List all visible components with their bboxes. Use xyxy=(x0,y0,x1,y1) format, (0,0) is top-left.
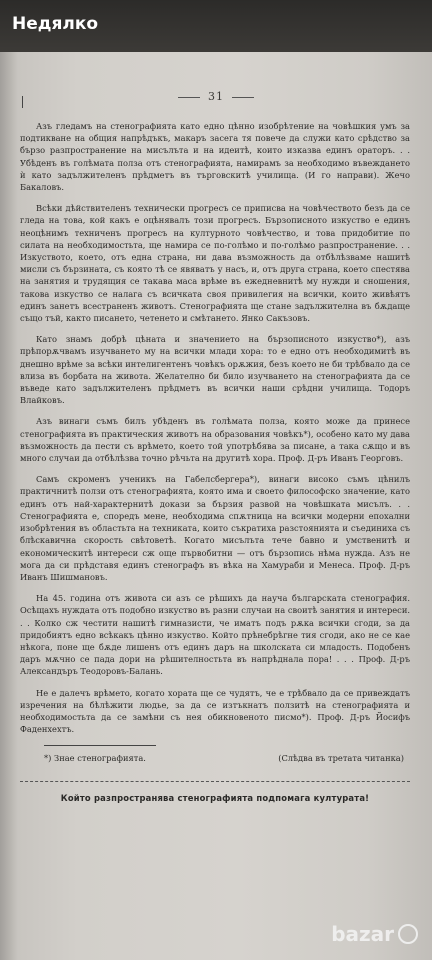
footnote: *) Знае стенографията. xyxy=(44,753,146,764)
page-content xyxy=(20,120,410,804)
app-header xyxy=(0,0,432,52)
slogan-divider xyxy=(20,781,410,782)
slogan: Който разпространява стенографията подпомага културата! xyxy=(60,792,370,803)
watermark-text: bazar xyxy=(331,922,394,946)
quote-shishmanov: Самъ скроменъ ученикъ на Габелсбергера*), винаги високо съмъ цѣнилъ практичнитѣ ползи отъ стенографията, която има и своето философско значение, като единъ отъ най-характернитѣ докази за бързия развой на човѣшката мисълъ. . . Стенографията е, споредъ мене, необходима спѫтница на всички модерни епохални изобрѣтения въ областьта на техниката, които съкратиха разстоянията и съединиха съ блѣскавична скорость свѣтоветѣ. Когато мисълъта тече бавно и умственитѣ и економическитѣ интереси сж още първобитни — отъ бързопись нѣма нужда. Азъ не мога да си прѣдставя единъ стенографъ въ вѣка на Хамураби и Менеса. Проф. Д-ръ Иванъ Шишмановъ. xyxy=(20,474,410,582)
footnote-row xyxy=(20,752,410,764)
quote-fadenhecht: Не е далечъ врѣмето, когато хората ще се чудятъ, че е трѣбвало да се привеждатъ изречения на бѣлѣжити людье, за да се изтъкнатъ ползитѣ на стенографията и необходимостьта да се замѣни съ нея обикновеното писмо*). Проф. Д-ръ Йосифъ Фаденхехтъ. xyxy=(20,687,410,735)
page-number: 31 xyxy=(0,90,432,103)
quote-bakalov: Азъ гледамъ на стенографията като едно цѣнно изобрѣтение на човѣшкия умъ за подтикване на общия напрѣдъкъ, макаръ засега тя повече да служи като срѣдство за бързо разпространение на мисълъта и на идеитѣ, които изказва единъ ораторъ. . . Убѣденъ въ голѣмата полза отъ стенографията, намирамъ за необходимо въвеждането ѝ като задължителенъ прѣдметъ въ търговскитѣ училища. (И го направи). Жечо Бакаловъ. xyxy=(20,121,410,193)
watermark-logo-icon xyxy=(398,924,418,944)
footnote-divider xyxy=(44,745,156,746)
bazar-watermark xyxy=(331,922,418,946)
brand-logo[interactable]: Недялко xyxy=(12,14,99,34)
page-shadow xyxy=(0,52,18,960)
quote-georgov: Азъ винаги съмъ билъ убѣденъ въ голѣмата полза, която може да принесе стенографията въ практическия животъ на образования човѣкъ*), особено като му дава възможность да пести съ врѣмето, което той употрѣбява за писане, а така сѫщо и въ много случаи да отбѣлѣзва точно рѣчьта на другитѣ хора. Проф. Д-ръ Иванъ Георговъ. xyxy=(20,416,410,464)
quote-vlaykov: Като знамъ добрѣ цѣната и значението на бързописното изкуство*), азъ прѣпорѫчвамъ изучването му на всички млади хора: то е едно отъ необходимитѣ въ днешно врѣме за всѣки интелигентенъ човѣкъ орѫжия, безъ което не би трѣбвало да се влиза въ борбата на живота. Желателно би било изучването на стенографията да се въведе като задължителенъ прѣдметъ въ всички наши срѣдни училища. Тодоръ Влайковъ. xyxy=(20,334,410,406)
document-page xyxy=(0,52,432,960)
quote-balan: На 45. година отъ живота си азъ се рѣшихъ да науча българската стенография. Осѣщахъ нуждата отъ подобно изкуство въ разни случаи на своитѣ занятия и интереси. . . Колко сж честити нашитѣ гимназисти, че иматъ подъ рѫка всички сгоди, за да придобиятъ едно всѣкакъ цѣнно изкуство. Който прѣнебрѣгне тия сгоди, ако не се каe нѣкога, поне ще бѫде лишенъ отъ единъ даръ на школската си младость. Подобенъ даръ мѫчно се пада дори на рѣшителностьта въ напрѣднала пора! . . . Проф. Д-ръ Александъръ Теодоровъ-Балань. xyxy=(20,593,410,677)
continued-note: (Слѣдва въ третата читанка) xyxy=(278,753,404,764)
quote-sakazov: Всѣки дѣйствителенъ технически прогресъ се приписва на човѣчеството безъ да се гледа на това, кой какъ е оцѣнявалъ този прогресъ. Бързописното изкуство е единъ неоцѣнимъ техниченъ прогресъ на културното човѣчество, и това придобитие по силата на необходимостьта, ще намира се по-голѣмо и по-голѣмо разпространение. . . Изкуството, което, отъ една страна, ни дава възможность да отбѣлѣзваме нашитѣ мисли съ бързината, съ която тѣ се явяватъ у насъ, и, отъ друга страна, което спестява на занятия и трудящия се такава маса врѣме въ ежедневнитѣ му нужди и сношения, такова изкуство се налага съ всичката своя привилегия на всички, които живѣятъ единъ занетъ всестраненъ животъ. Стенографията ще стане задължителна въ бѫдаще също тъй, както писането, четенето и смѣтането. Янко Сакъзовъ. xyxy=(20,203,410,324)
